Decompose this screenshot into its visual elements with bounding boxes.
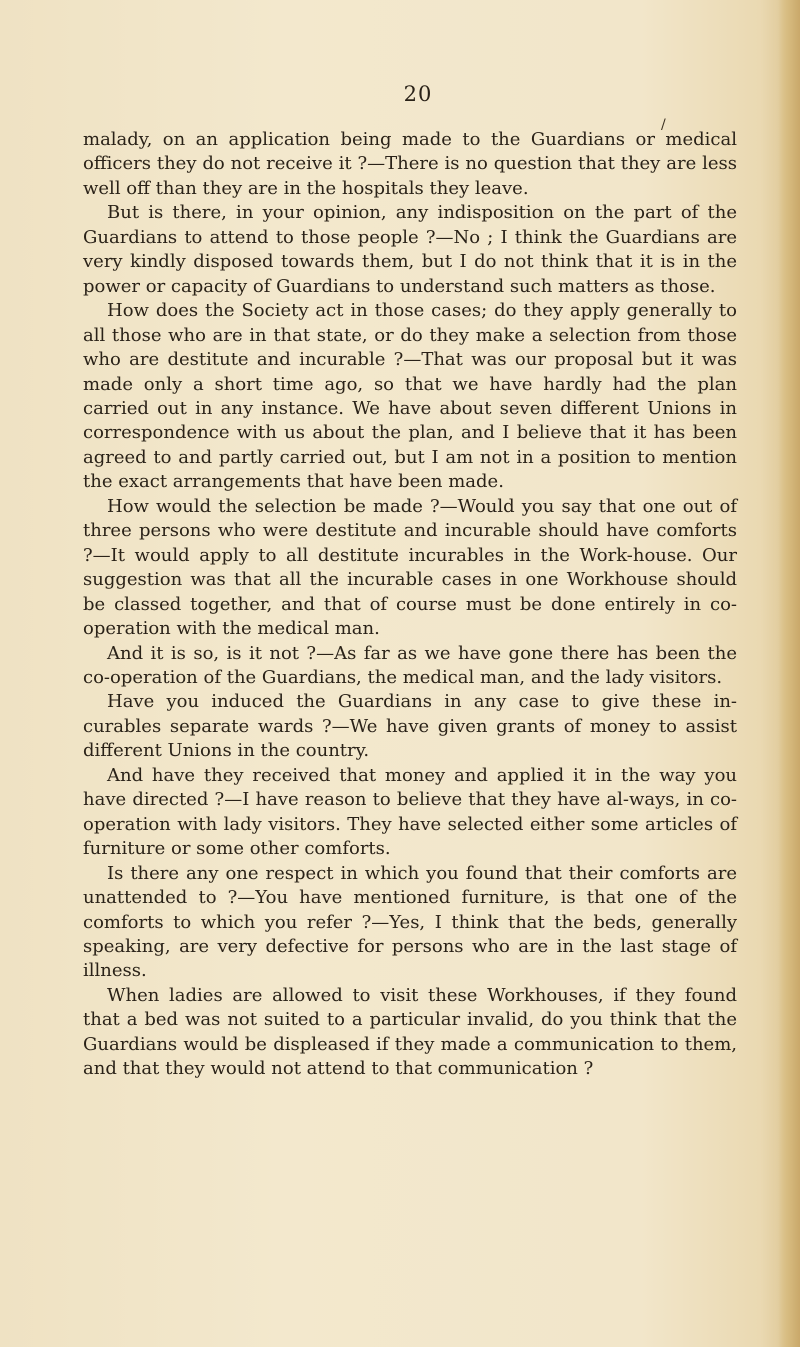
paragraph: And it is so, is it not ?—As far as we have gone there has been the co-operation of the Guardians, the medical man, and the lady visitors.	[83, 642, 737, 688]
paragraph: Have you induced the Guardians in any case to give these in-curables separate wards ?—We have given grants of money to assist different Unions in the country.	[83, 691, 737, 762]
paragraph: malady, on an application being made to the Guardians or medical officers they do not receive it ?—There is no question that they are less well off than they are in the hospitals they leave.	[83, 129, 737, 199]
margin-mark: /	[661, 117, 666, 133]
paragraph: How would the selection be made ?—Would you say that one out of three persons who were destitute and incurable should have comforts ?—It would apply to all destitute incurables in the Work-house. Our suggestion was that all the incurable cases in one Workhouse should be classed together, and that of course must be done entirely in co-operation with the medical man.	[83, 495, 737, 640]
paragraph: When ladies are allowed to visit these Workhouses, if they found that a bed was not suited to a particular invalid, do you think that the Guardians would be displeased if they made a communication to them, and that they would not attend to that communication ?	[83, 984, 737, 1080]
page-edge-shadow	[778, 0, 800, 1347]
paragraph: How does the Society act in those cases; do they apply generally to all those who are in that state, or do they make a selection from those who are destitute and incurable ?—That was our proposal but it was made only a short time ago, so that we have hardly had the plan carried out in any instance. We have about seven different Unions in correspondence with us about the plan, and I believe that it has been agreed to and partly carried out, but I am not in a position to mention the exact arrangements that have been made.	[83, 300, 737, 493]
paragraph: And have they received that money and applied it in the way you have directed ?—I have reason to believe that they have al-ways, in co-operation with lady visitors. They have selected either some articles of furniture or some other comforts.	[83, 764, 737, 860]
paragraph: But is there, in your opinion, any indisposition on the part of the Guardians to attend to those people ?—No ; I think the Guardians are very kindly disposed towards them, but I do not think that it is in the power or capacity of Guardians to understand such matters as those.	[83, 202, 737, 297]
paragraph: Is there any one respect in which you found that their comforts are unattended to ?—You have mentioned furniture, is that one of the comforts to which you refer ?—Yes, I think that the beds, generally speaking, are very defective for persons who are in the last stage of illness.	[83, 862, 737, 982]
body-text	[83, 128, 737, 1082]
page-number: 20	[403, 82, 433, 106]
